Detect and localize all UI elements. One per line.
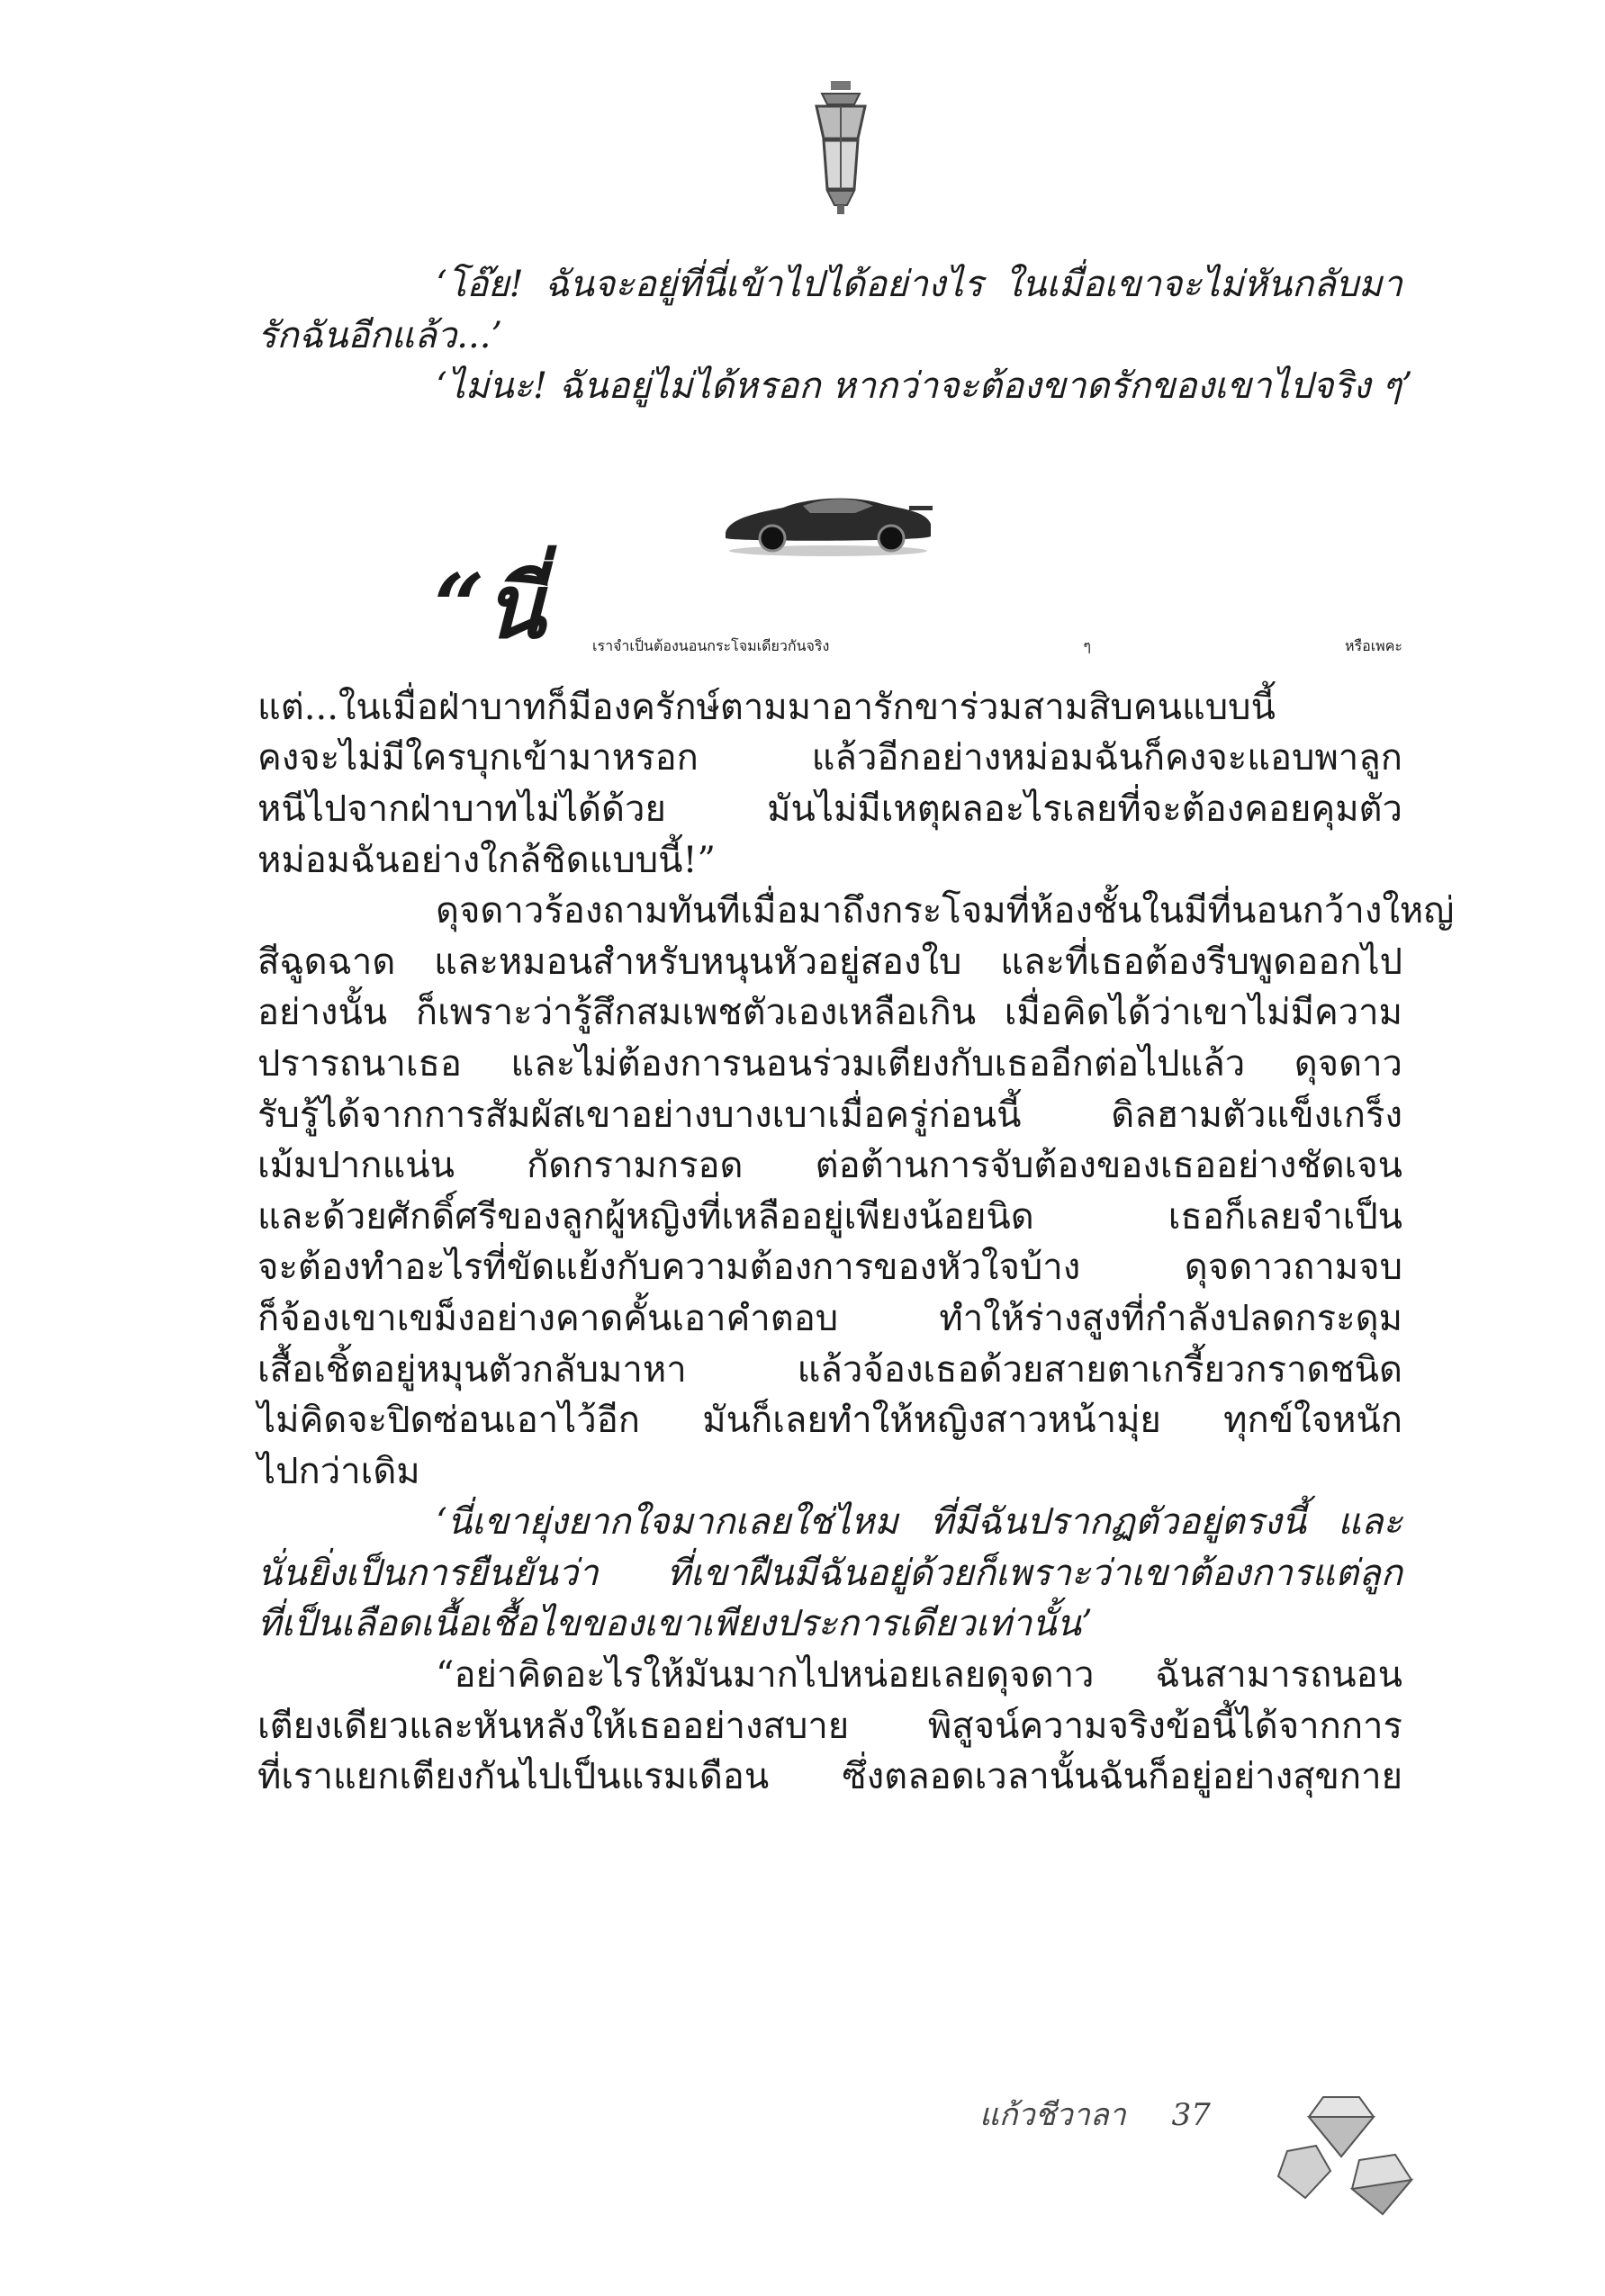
text-line: แต่...ในเมื่อฝ่าบาทก็มีองครักษ์ตามมาอารักขาร่วมสามสิบคนแบบนี้	[257, 686, 1276, 728]
text-line: ‘นี่เขายุ่งยากใจมากเลยใช่ไหม ที่มีฉันปรากฏตัวอยู่ตรงนี้ และ	[436, 1501, 1402, 1544]
text-line: และด้วยศักดิ์ศรีของลูกผู้หญิงที่เหลืออยู่เพียงน้อยนิด เธอก็เลยจำเป็น	[257, 1195, 1402, 1238]
text-line: สีฉูดฉาด และหมอนสำหรับหนุนหัวอยู่สองใบ และที่เธอต้องรีบพูดออกไป	[257, 941, 1402, 983]
text-line: เตียงเดียวและหันหลังให้เธออย่างสบาย พิสูจน์ความจริงข้อนี้ได้จากการ	[257, 1705, 1402, 1747]
text-line: ไปกว่าเดิม	[257, 1450, 420, 1492]
text-line: จะต้องทำอะไรที่ขัดแย้งกับความต้องการของหัวใจบ้าง ดุจดาวถามจบ	[257, 1247, 1402, 1289]
text-line: ไม่คิดจะปิดซ่อนเอาไว้อีก มันก็เลยทำให้หญิงสาวหน้ามุ่ย ทุกข์ใจหนัก	[257, 1400, 1402, 1442]
diamonds-icon	[1260, 2079, 1440, 2232]
text-line: ที่เป็นเลือดเนื้อเชื้อไขของเขาเพียงประการเดียวเท่านั้น’	[257, 1603, 1093, 1645]
drop-cap-line	[257, 554, 1402, 682]
drop-cap: “นี่	[434, 554, 546, 659]
text-line: เม้มปากแน่น กัดกรามกรอด ต่อต้านการจับต้องของเธออย่างชัดเจน	[257, 1145, 1402, 1187]
text-line: ปรารถนาเธอ และไม่ต้องการนอนร่วมเตียงกับเธออีกต่อไปแล้ว ดุจดาว	[257, 1042, 1402, 1085]
text-line: หม่อมฉันอย่างใกล้ชิดแบบนี้!”	[257, 839, 716, 881]
page-footer	[979, 2090, 1211, 2138]
text-line: คงจะไม่มีใครบุกเข้ามาหรอก แล้วอีกอย่างหม่อมฉันก็คงจะแอบพาลูก	[257, 737, 1402, 779]
book-title: แก้วชีวาลา	[979, 2097, 1126, 2133]
text-line: อย่างนั้น ก็เพราะว่ารู้สึกสมเพชตัวเองเหลือเกิน เมื่อคิดได้ว่าเขาไม่มีความ	[257, 992, 1402, 1034]
text-line: นั่นยิ่งเป็นการยืนยันว่า ที่เขาฝืนมีฉันอยู่ด้วยก็เพราะว่าเขาต้องการแต่ลูก	[257, 1552, 1402, 1594]
text-line: เสื้อเชิ้ตอยู่หมุนตัวกลับมาหา แล้วจ้องเธอด้วยสายตาเกรี้ยวกราดชนิด	[257, 1348, 1402, 1391]
text-line: “อย่าคิดอะไรให้มันมากไปหน่อยเลยดุจดาว ฉันสามารถนอน	[436, 1654, 1402, 1697]
text-line: ‘ไม่นะ! ฉันอยู่ไม่ได้หรอก หากว่าจะต้องขาดรักของเขาไปจริง ๆ’	[436, 365, 1413, 408]
page-number: 37	[1171, 2097, 1211, 2133]
text-line: ดุจดาวร้องถามทันทีเมื่อมาถึงกระโจมที่ห้องชั้นในมีที่นอนกว้างใหญ่	[436, 890, 1455, 932]
text-line: รับรู้ได้จากการสัมผัสเขาอย่างบางเบาเมื่อครู่ก่อนนี้ ดิลฮามตัวแข็งเกร็ง	[257, 1094, 1402, 1136]
text-line: รักฉันอีกแล้ว...’	[257, 314, 503, 356]
divider-space	[257, 412, 1402, 589]
text-line: เราจำเป็นต้องนอนกระโจมเดียวกันจริง ๆ หรือเพคะ	[592, 636, 1402, 654]
body-text	[257, 259, 1455, 1803]
text-line: ‘โอ๊ย! ฉันจะอยู่ที่นี่เข้าไปได้อย่างไร ในเมื่อเขาจะไม่หันกลับมา	[436, 264, 1402, 305]
text-line: ที่เราแยกเตียงกันไปเป็นแรมเดือน ซึ่งตลอดเวลานั้นฉันก็อยู่อย่างสุขกาย	[257, 1756, 1402, 1798]
text-line: ก็จ้องเขาเขม็งอย่างคาดคั้นเอาคำตอบ ทำให้ร่างสูงที่กำลังปลดกระดุม	[257, 1297, 1402, 1339]
text-line: หนีไปจากฝ่าบาทไม่ได้ด้วย มันไม่มีเหตุผลอะไรเลยที่จะต้องคอยคุมตัว	[257, 788, 1402, 830]
lantern-icon	[804, 81, 878, 216]
